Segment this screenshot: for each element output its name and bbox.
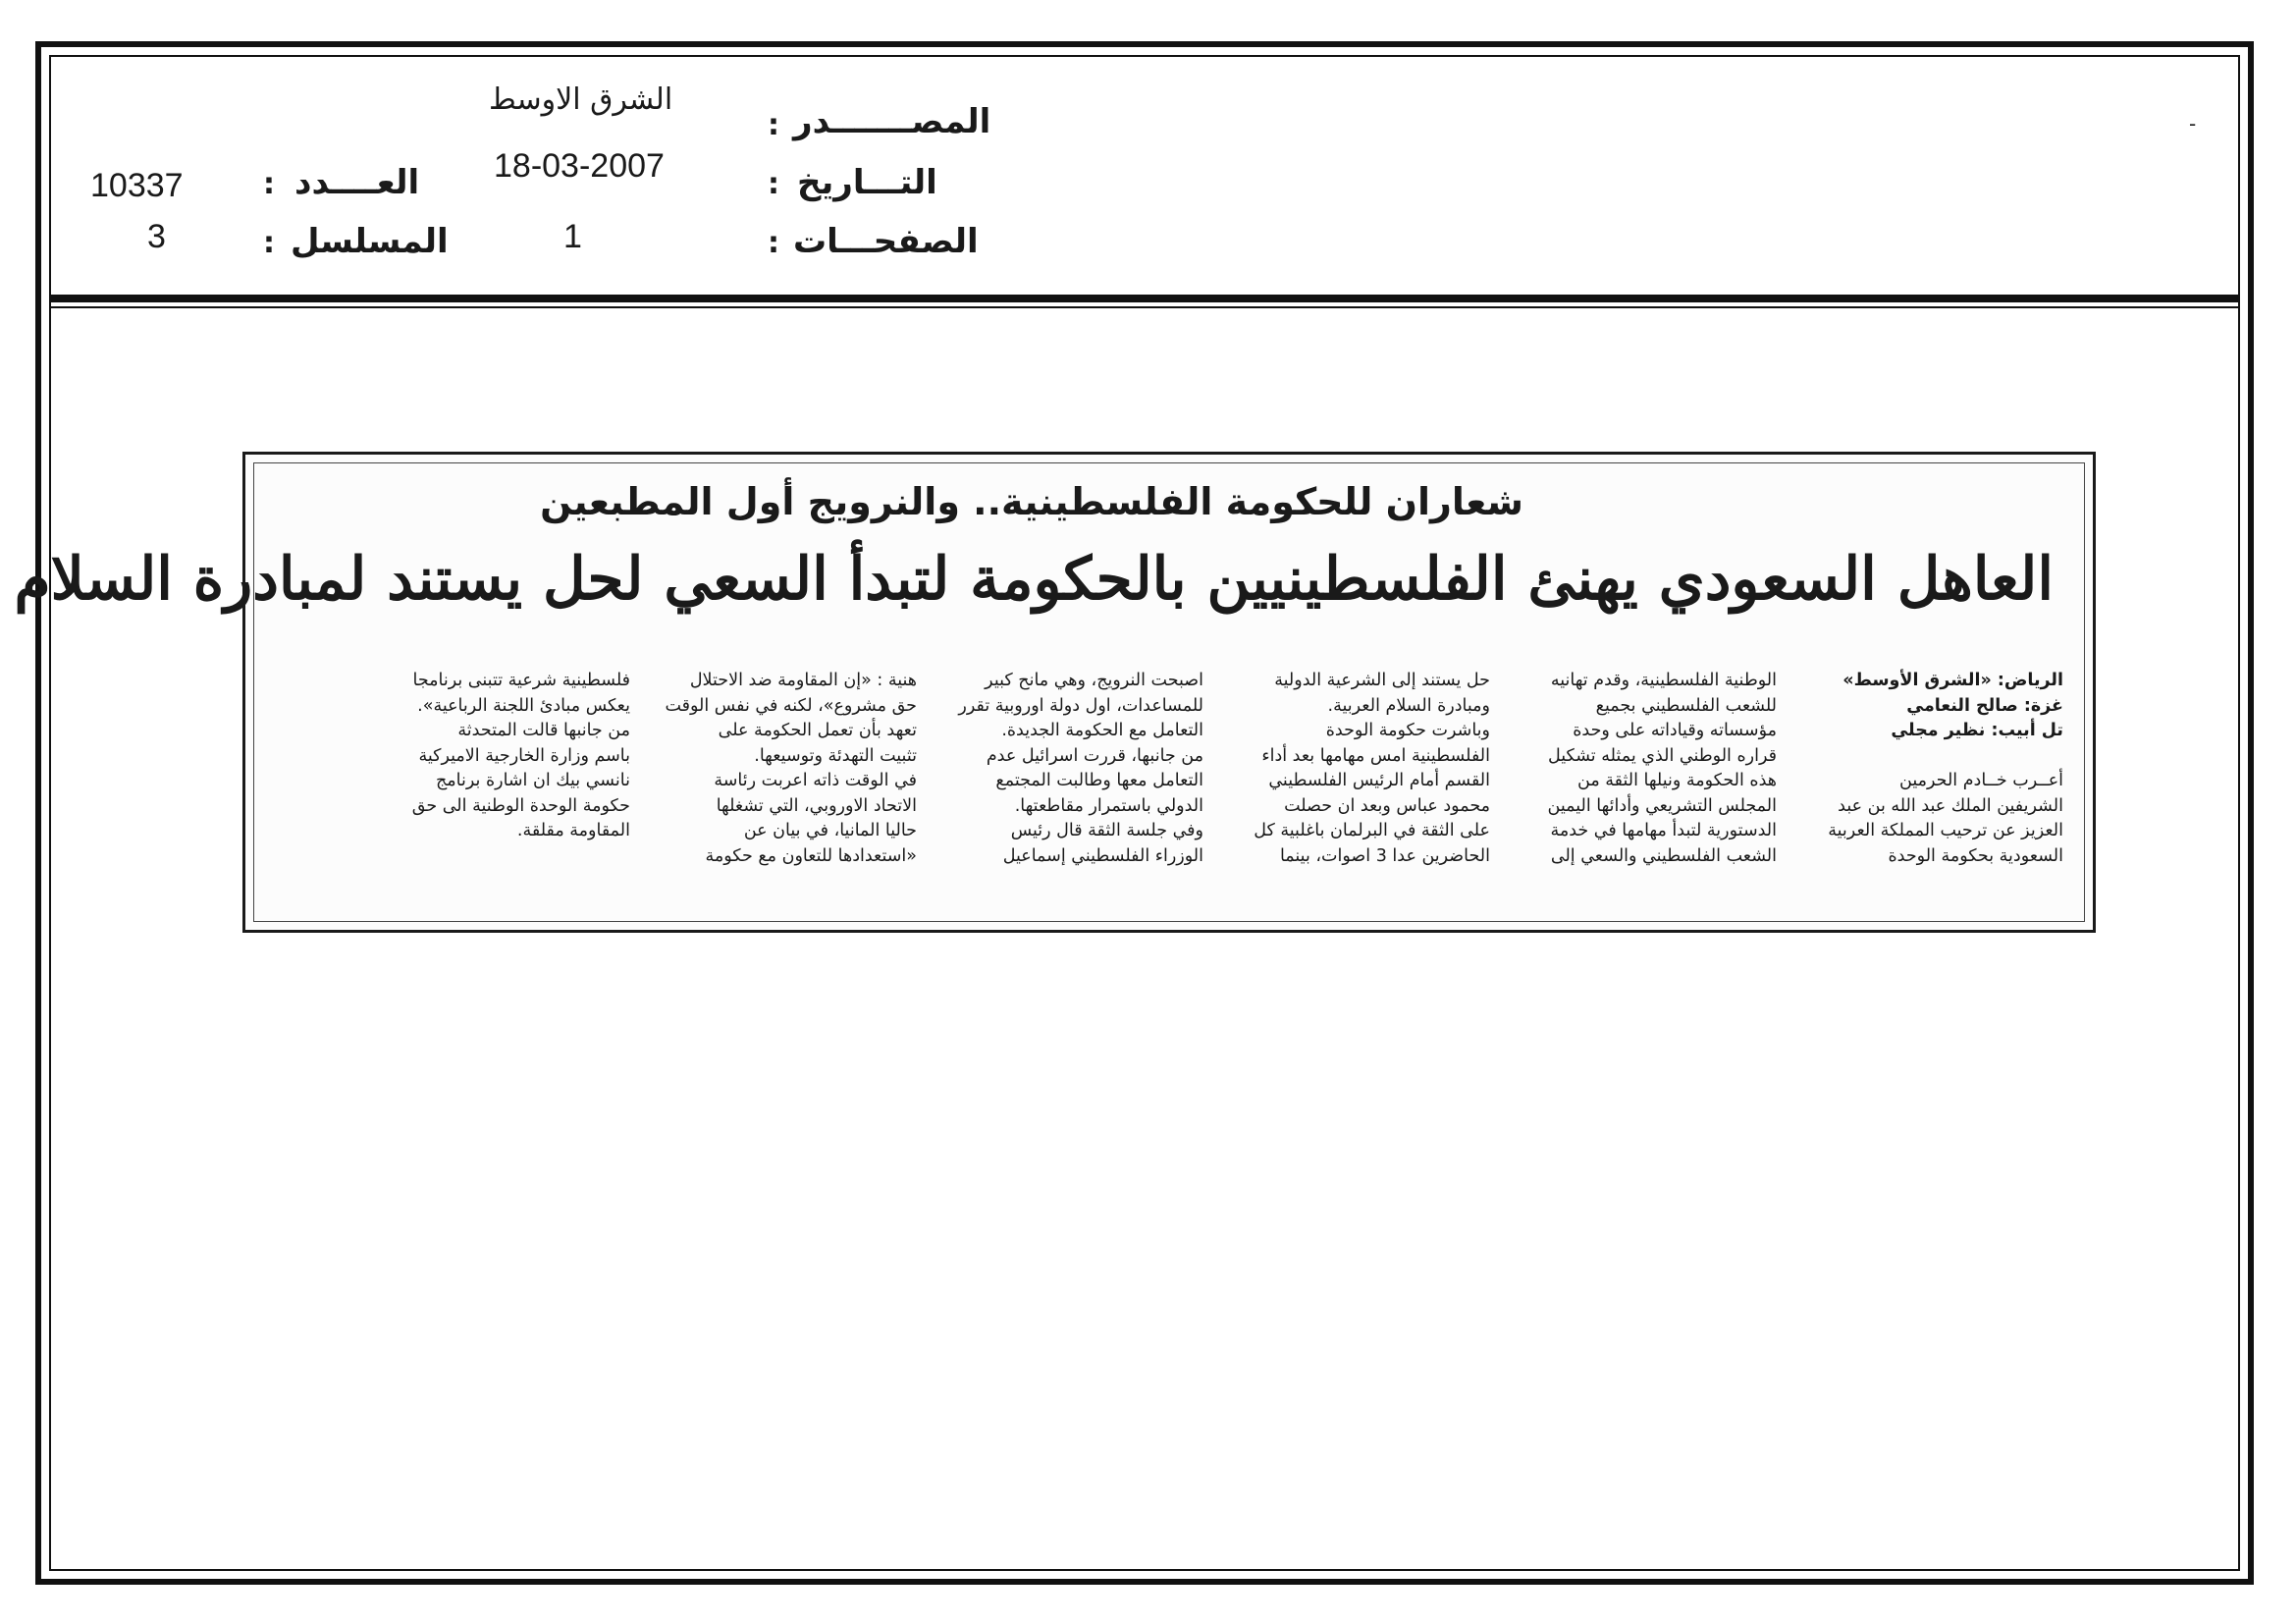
article-line: الوزراء الفلسطيني إسماعيل xyxy=(1002,845,1203,866)
pages-value: 1 xyxy=(563,218,582,255)
article-line: الدولي باستمرار مقاطعتها. xyxy=(1014,795,1203,816)
article-column-6 xyxy=(411,669,630,844)
corner-mark: - xyxy=(2189,112,2197,135)
article-line: وباشرت حكومة الوحدة xyxy=(1325,721,1490,740)
article-line: من جانبها، قررت اسرائيل عدم xyxy=(986,745,1203,766)
article-line: المجلس التشريعي وأدائها اليمين xyxy=(1547,795,1777,816)
serial-value: 3 xyxy=(147,218,166,255)
article-line: اصبحت النرويج، وهي مانح كبير xyxy=(985,671,1203,690)
article-column-1 xyxy=(1828,669,2063,869)
article-line: تثبيت التهدئة وتوسيعها. xyxy=(754,745,917,766)
article-line: الاتحاد الاوروبي، التي تشغلها xyxy=(716,795,917,816)
article-line: الفلسطينية امس مهامها بعد أداء xyxy=(1261,745,1490,766)
article-line: وفي جلسة الثقة قال رئيس xyxy=(1010,821,1203,840)
article-line: للشعب الفلسطيني بجميع xyxy=(1595,695,1777,716)
article-line: حاليا المانيا، في بيان عن xyxy=(743,821,917,840)
article-kicker: شعاران للحكومة الفلسطينية.. والنرويج أول المطبعين xyxy=(540,480,1523,523)
source-colon: : xyxy=(768,108,779,142)
article-line: حل يستند إلى الشرعية الدولية xyxy=(1274,671,1490,690)
article-line: العزيز عن ترحيب المملكة العربية xyxy=(1828,821,2063,840)
issue-colon: : xyxy=(263,167,275,201)
article-line: أعــرب خــادم الحرمين xyxy=(1899,771,2063,790)
article-line: محمود عباس وبعد ان حصلت xyxy=(1284,795,1490,816)
article-line: الرياض: «الشرق الأوسط» xyxy=(1842,671,2063,690)
article-line: هذه الحكومة ونيلها الثقة من xyxy=(1577,771,1777,790)
article-line: تعهد بأن تعمل الحكومة على xyxy=(718,721,917,740)
pages-colon: : xyxy=(768,226,779,260)
article-line: التعامل معها وطالبت المجتمع xyxy=(995,771,1203,790)
article-line: للمساعدات، اول دولة اوروبية تقرر xyxy=(958,695,1203,716)
article-line: هنية : «إن المقاومة ضد الاحتلال xyxy=(689,671,917,690)
article-line: غزة: صالح النعامي xyxy=(1906,695,2063,716)
serial-colon: : xyxy=(263,226,275,260)
article-line: حق مشروع»، لكنه في نفس الوقت xyxy=(665,695,917,716)
article-line: قراره الوطني الذي يمثله تشكيل xyxy=(1548,745,1777,766)
issue-value: 10337 xyxy=(90,167,184,204)
article-line: الشريفين الملك عبد الله بن عبد xyxy=(1838,795,2063,816)
article-line: الشعب الفلسطيني والسعي إلى xyxy=(1550,845,1777,866)
pages-label: الصفحـــات xyxy=(793,222,979,261)
date-label: التـــاريخ xyxy=(797,163,937,202)
article-line: من جانبها قالت المتحدثة xyxy=(457,721,630,740)
article-line: فلسطينية شرعية تتبنى برنامجا xyxy=(412,671,630,690)
article-line: تل أبيب: نظير مجلي xyxy=(1891,721,2063,740)
article-line: الوطنية الفلسطينية، وقدم تهانيه xyxy=(1550,671,1777,690)
article-line xyxy=(1849,744,2063,770)
article-column-5 xyxy=(665,669,917,869)
source-label: المصـــــــدر xyxy=(793,102,991,141)
source-value: الشرق الاوسط xyxy=(489,82,673,117)
serial-label: المسلسل xyxy=(291,222,449,261)
article-line: في الوقت ذاته اعربت رئاسة xyxy=(714,771,917,790)
article-column-3 xyxy=(1254,669,1490,869)
article-line: مؤسساته وقياداته على وحدة xyxy=(1573,721,1777,740)
header-divider-thin xyxy=(49,306,2240,308)
article-headline: العاهل السعودي يهنئ الفلسطينيين بالحكومة لتبدأ السعي لحل يستند لمبادرة السلام xyxy=(14,545,2054,614)
article-column-2 xyxy=(1547,669,1777,869)
article-column-4 xyxy=(958,669,1203,869)
article-line: ومبادرة السلام العربية. xyxy=(1327,695,1490,716)
article-line: باسم وزارة الخارجية الاميركية xyxy=(418,745,630,766)
article-line: «استعدادها للتعاون مع حكومة xyxy=(705,845,917,866)
article-line: التعامل مع الحكومة الجديدة. xyxy=(1001,721,1203,740)
article-line: الدستورية لتبدأ مهامها في خدمة xyxy=(1550,821,1777,840)
date-value: 18-03-2007 xyxy=(494,147,665,185)
article-line: حكومة الوحدة الوطنية الى حق xyxy=(411,795,630,816)
header-divider xyxy=(49,295,2240,302)
article-line: الحاضرين عدا 3 اصوات، بينما xyxy=(1279,845,1490,866)
article-line: نانسي بيك ان اشارة برنامج xyxy=(435,771,630,790)
article-line: السعودية بحكومة الوحدة xyxy=(1888,845,2063,866)
article-line: على الثقة في البرلمان باغلبية كل xyxy=(1254,821,1490,840)
article-line: القسم أمام الرئيس الفلسطيني xyxy=(1268,771,1490,790)
date-colon: : xyxy=(768,167,779,201)
newspaper-clipping xyxy=(14,452,2096,933)
issue-label: العــــدد xyxy=(294,163,420,202)
article-line: يعكس مبادئ اللجنة الرباعية». xyxy=(417,695,630,716)
article-line: المقاومة مقلقة. xyxy=(516,821,630,840)
